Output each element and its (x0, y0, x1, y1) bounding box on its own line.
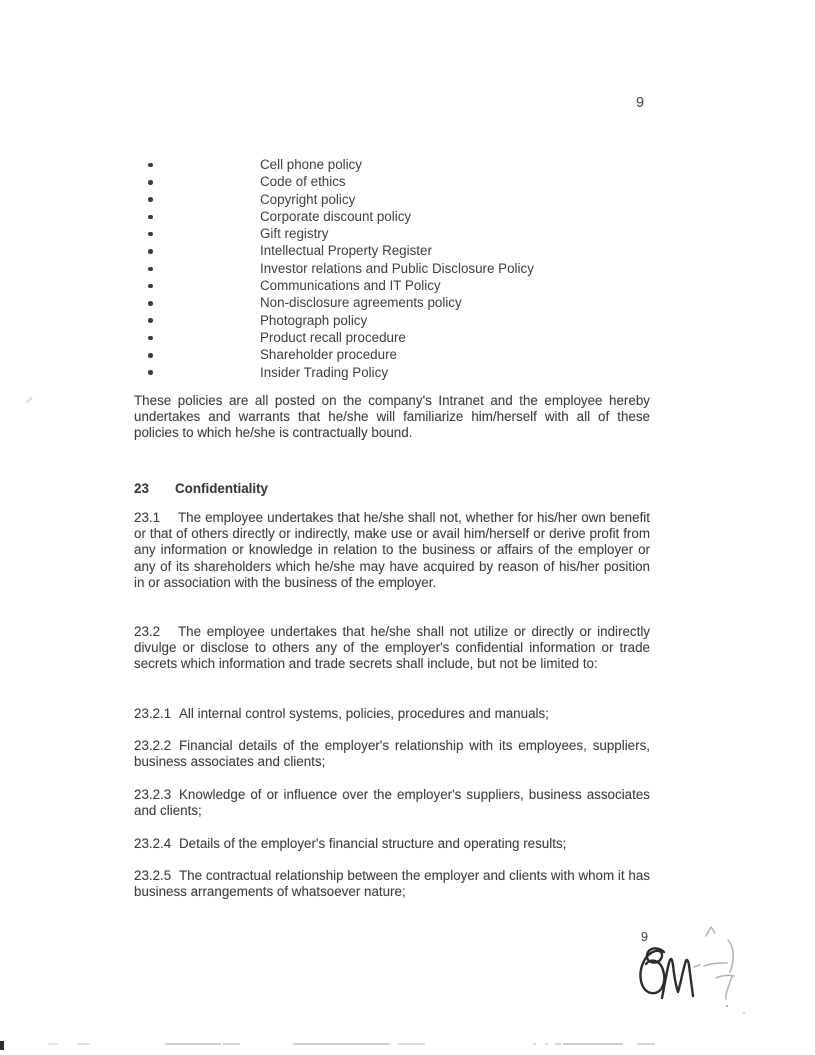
bullet-icon (148, 232, 153, 237)
bullet-icon (148, 318, 153, 323)
clause-number: 23.2.1 (134, 706, 172, 721)
list-item (134, 329, 650, 346)
clause-23-2-1 (134, 706, 650, 722)
clause-text: All internal control systems, policies, procedures and manuals; (179, 706, 549, 721)
pencil-arc-mark (728, 940, 733, 972)
clause-23-1 (134, 510, 650, 591)
bullet-icon (148, 301, 153, 306)
scan-artifact-dash (563, 1043, 623, 1045)
pencil-dot-mark (743, 1012, 745, 1014)
clause-number: 23.2.5 (134, 868, 172, 883)
bullet-icon (148, 249, 153, 254)
clause-text: Financial details of the employer's relationship with its employees, suppliers, business associates and clients; (134, 738, 650, 770)
clause-text: Knowledge of or influence over the employer's suppliers, business associates and clients; (134, 787, 650, 819)
clause-text: The employee undertakes that he/she shall not, whether for his/her own benefit or that of others directly or indirectly, make use or avail him/herself or derive profit from any information or knowledge in relation to the business or affairs of the employer or any of its shareholders which he/she may have acquired by reason of his/her position in or association with the business of the employer. (134, 510, 650, 590)
scan-scratch-artifact (25, 397, 32, 403)
scan-artifact-dash (533, 1043, 536, 1045)
list-item-label: Copyright policy (260, 191, 356, 207)
page-number-bottom: 9 (641, 930, 648, 944)
clause-number: 23.2.3 (134, 787, 172, 802)
scan-artifact-dash (555, 1043, 561, 1045)
handwritten-initials (626, 912, 815, 1032)
clause-23-2 (134, 624, 650, 673)
list-item (134, 191, 650, 208)
list-item (134, 156, 650, 173)
page-number-top: 9 (636, 95, 645, 111)
initials-loop-stroke (640, 948, 664, 993)
clause-number: 23.2.4 (134, 836, 172, 851)
list-item (134, 225, 650, 242)
list-item-label: Intellectual Property Register (260, 243, 432, 259)
initials-m-stroke (662, 959, 693, 998)
list-item (134, 208, 650, 225)
list-item (134, 173, 650, 190)
list-item (134, 260, 650, 277)
list-item-label: Communications and IT Policy (260, 278, 441, 294)
clause-23-2-5 (134, 868, 650, 900)
scan-artifact-dash (637, 1043, 655, 1045)
list-item-label: Corporate discount policy (260, 208, 412, 224)
clause-text: Details of the employer's financial structure and operating results; (179, 836, 567, 851)
list-item-label: Investor relations and Public Disclosure Policy (260, 260, 534, 276)
scan-artifact-dash (293, 1043, 390, 1045)
clause-text: The contractual relationship between the employer and clients with whom it has business arrangements of whatsoever nature; (134, 868, 650, 900)
list-item (134, 364, 650, 381)
bullet-icon (148, 163, 153, 168)
list-item-label: Code of ethics (260, 174, 346, 190)
pencil-dot-mark (726, 1005, 728, 1007)
bullet-icon (148, 180, 153, 185)
bullet-icon (148, 197, 153, 202)
scan-artifact-dash (398, 1043, 425, 1045)
bullet-icon (148, 370, 153, 375)
clause-23-2-4 (134, 836, 650, 852)
list-item (134, 312, 650, 329)
clause-number: 23.1 (134, 510, 161, 525)
policy-list (134, 156, 650, 381)
list-item-label: Gift registry (260, 226, 329, 242)
bullet-icon (148, 267, 153, 272)
scan-artifact-dash (165, 1043, 221, 1045)
bullet-icon (148, 215, 153, 220)
clause-text: The employee undertakes that he/she shall not utilize or directly or indirectly divulge or disclose to others any of the employer's confidential information or trade secrets which information and trade secrets shall include, but not be limited to: (134, 624, 650, 672)
list-item (134, 294, 650, 311)
clause-23-2-2 (134, 738, 650, 770)
scan-artifact-dash (48, 1043, 58, 1045)
pencil-dash-mark (694, 963, 727, 967)
list-item (134, 242, 650, 259)
scan-artifact-dash (223, 1043, 240, 1045)
list-item-label: Non-disclosure agreements policy (260, 295, 462, 311)
intro-paragraph: These policies are all posted on the company's Intranet and the employee hereby undertakes and warrants that he/she will familiarize him/herself with all of these policies to which he/she is contractually bound. (134, 393, 650, 441)
list-item-label: Insider Trading Policy (260, 364, 389, 380)
pencil-caret-mark (706, 927, 715, 936)
section-heading (134, 481, 650, 497)
list-item (134, 277, 650, 294)
bullet-icon (148, 353, 153, 358)
bullet-icon (148, 284, 153, 289)
scan-corner-mark (0, 1041, 4, 1050)
clause-number: 23.2 (134, 624, 161, 639)
pencil-hook-mark (716, 975, 734, 999)
list-item-label: Cell phone policy (260, 157, 362, 172)
scan-artifact-dash (77, 1043, 90, 1045)
list-item-label: Shareholder procedure (260, 347, 397, 363)
scan-artifact-dash (545, 1043, 548, 1045)
list-item-label: Product recall procedure (260, 329, 406, 345)
list-item-label: Photograph policy (260, 312, 368, 328)
clause-number: 23.2.2 (134, 738, 172, 753)
section-title: Confidentiality (175, 481, 268, 496)
bullet-icon (148, 336, 153, 341)
list-item (134, 346, 650, 363)
section-number: 23 (134, 481, 149, 496)
clause-23-2-3 (134, 787, 650, 819)
